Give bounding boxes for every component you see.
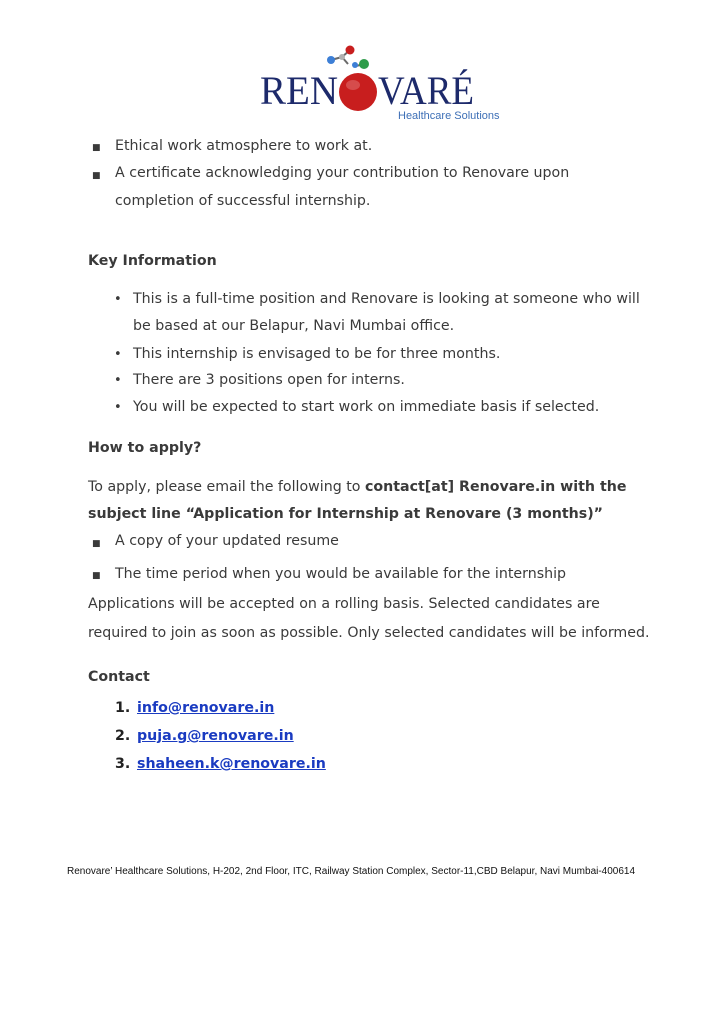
contact-number: 1. [115, 700, 131, 716]
bullet-square-icon: ■ [92, 571, 101, 581]
bullet-dot-icon: • [114, 292, 122, 307]
key-info-item-continued: be based at our Belapur, Navi Mumbai office. [133, 318, 455, 334]
logo-tagline: Healthcare Solutions [398, 110, 500, 122]
bullet-square-icon: ■ [92, 539, 101, 549]
bullet-dot-icon: • [114, 400, 122, 415]
company-logo [258, 44, 500, 124]
contact-email-link-info[interactable]: info@renovare.in [137, 700, 275, 716]
section-heading-how-to-apply: How to apply? [88, 440, 202, 456]
contact-number: 3. [115, 756, 131, 772]
benefit-item: Ethical work atmosphere to work at. [115, 138, 373, 154]
contact-email-link-shaheen[interactable]: shaheen.k@renovare.in [137, 756, 326, 772]
apply-intro-text: To apply, please email the following to [88, 479, 365, 495]
logo-sphere-icon [339, 73, 377, 111]
logo-wordmark-left: REN [260, 68, 338, 113]
contact-email-link-puja[interactable]: puja.g@renovare.in [137, 728, 294, 744]
bullet-square-icon: ■ [92, 171, 101, 181]
apply-note: Applications will be accepted on a rolling basis. Selected candidates are [88, 596, 600, 612]
apply-item: The time period when you would be available for the internship [115, 566, 567, 582]
footer-address: Renovare’ Healthcare Solutions, H-202, 2nd Floor, ITC, Railway Station Complex, Sector-11,CBD Belapur, Navi Mumbai-400614 [67, 866, 636, 877]
bullet-square-icon: ■ [92, 143, 101, 153]
bullet-dot-icon: • [114, 347, 122, 362]
logo-wordmark-right: VARÉ [378, 68, 474, 113]
key-info-item: You will be expected to start work on immediate basis if selected. [133, 399, 600, 415]
contact-number: 2. [115, 728, 131, 744]
apply-item: A copy of your updated resume [115, 533, 339, 549]
apply-note-continued: required to join as soon as possible. Only selected candidates will be informed. [88, 625, 650, 641]
bullet-dot-icon: • [114, 373, 122, 388]
apply-email-instruction: contact[at] Renovare.in with the [364, 479, 627, 495]
key-info-item: There are 3 positions open for interns. [133, 372, 405, 388]
benefit-item: A certificate acknowledging your contribution to Renovare upon [115, 165, 570, 181]
key-info-item: This internship is envisaged to be for three months. [133, 346, 501, 362]
apply-subject-line: subject line “Application for Internship at Renovare (3 months)” [88, 506, 604, 522]
key-info-item: This is a full-time position and Renovare is looking at someone who will [133, 291, 640, 307]
section-heading-key-information: Key Information [88, 253, 217, 269]
benefit-item-continued: completion of successful internship. [115, 193, 371, 209]
apply-intro [88, 480, 626, 494]
section-heading-contact: Contact [88, 669, 150, 685]
